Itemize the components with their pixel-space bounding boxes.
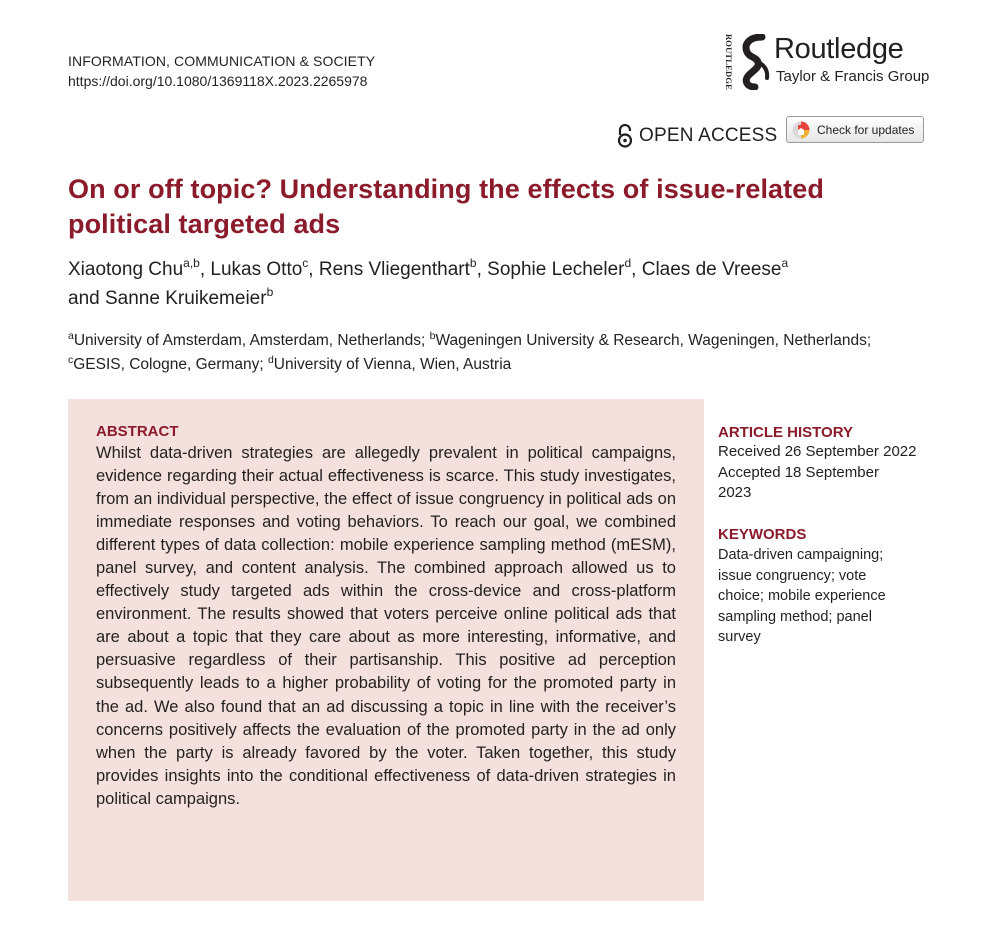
journal-name: INFORMATION, COMMUNICATION & SOCIETY <box>68 53 376 69</box>
open-lock-icon <box>617 124 633 148</box>
author-affiliation-mark: b <box>469 256 477 270</box>
keyword-line: issue congruency; vote <box>718 567 867 584</box>
doi-link[interactable]: https://doi.org/10.1080/1369118X.2023.2265978 <box>68 73 368 89</box>
check-for-updates-label: Check for updates <box>817 122 915 137</box>
received-date: Received 26 September 2022 <box>718 443 917 460</box>
author-name[interactable]: Sophie Lecheler <box>487 259 625 280</box>
author-name[interactable]: Claes de Vreese <box>641 259 782 280</box>
routledge-mark-icon <box>738 34 772 90</box>
author-separator: and <box>68 288 105 309</box>
title-line-1: On or off topic? Understanding the effects of issue-related <box>68 174 824 204</box>
author-affiliation-mark: b <box>266 285 274 299</box>
article-title <box>68 172 928 242</box>
accepted-date: Accepted 18 September 2023 <box>718 463 879 501</box>
author-affiliation-mark: d <box>624 256 632 270</box>
journal-header <box>68 52 375 90</box>
keywords-list <box>718 545 948 648</box>
title-line-2: political targeted ads <box>68 209 341 239</box>
affiliation-mark: c <box>68 354 74 366</box>
publisher-name: Routledge <box>774 33 904 65</box>
author-list <box>68 255 936 313</box>
author-affiliation-mark: c <box>302 256 309 270</box>
keyword-line: choice; mobile experience <box>718 588 886 604</box>
keyword-line: Data-driven campaigning; <box>718 547 884 563</box>
keywords-section <box>718 525 948 648</box>
author-separator: , <box>476 259 488 280</box>
check-for-updates-button[interactable] <box>786 116 924 143</box>
affiliation-text: University of Vienna, Wien, Austria <box>273 356 512 373</box>
author-affiliation-mark: a,b <box>183 256 200 270</box>
abstract-text: Whilst data-driven strategies are allegedly prevalent in political campaigns, evidence regarding their actual effectiveness is scarce. This study investigates, from an individual perspective, the effect of issue congruency in political ads on immediate responses and voting behaviors. To reach our goal, we combined different types of data collection: mobile experience sampling method (mESM), panel survey, and content analysis. The combined approach allowed us to effectively study targeted ads within the cross-device and cross-platform environment. The results showed that voters perceive online political ads that are about a topic that they care about as more interesting, informative, and persuasive regardless of their partisanship. This positive ad perception subsequently leads to a higher probability of voting for the promoted party in the ad. We also found that an ad discussing a topic in line with the receiver’s concerns positively affects the evaluation of the promoted party in the ad only when the party is already favored by the voter. Taken together, this study provides insights into the conditional effectiveness of data-driven strategies in political campaigns. <box>96 444 676 808</box>
article-history-heading: ARTICLE HISTORY <box>718 424 854 441</box>
author-name[interactable]: Rens Vliegenthart <box>318 259 470 280</box>
open-access-badge <box>617 122 777 150</box>
publisher-group: Taylor & Francis Group <box>776 68 930 85</box>
keyword-line: sampling method; panel <box>718 608 872 625</box>
author-separator: , <box>308 259 319 280</box>
author-affiliation-mark: a <box>781 256 789 270</box>
author-name[interactable]: Sanne Kruikemeier <box>104 288 267 309</box>
affiliation-mark: d <box>267 354 274 366</box>
publisher-logo[interactable] <box>722 30 932 92</box>
keyword-line: survey <box>718 629 761 645</box>
crossmark-icon <box>792 121 810 139</box>
affiliation-text: University of Amsterdam, Amsterdam, Netherlands; <box>73 332 430 349</box>
abstract-heading: ABSTRACT <box>96 423 179 440</box>
author-name[interactable]: Lukas Otto <box>210 259 303 280</box>
author-name[interactable]: Xiaotong Chu <box>68 259 184 280</box>
abstract-box <box>68 399 704 901</box>
affiliation-text: GESIS, Cologne, Germany; <box>73 356 268 373</box>
affiliation-mark: b <box>429 330 436 342</box>
author-separator: , <box>199 259 211 280</box>
affiliations <box>68 329 908 377</box>
article-history <box>718 423 948 504</box>
author-separator: , <box>631 259 642 280</box>
affiliation-text: Wageningen University & Research, Wageningen, Netherlands; <box>435 332 872 349</box>
open-access-label: OPEN ACCESS <box>639 125 778 146</box>
affiliation-mark: a <box>68 330 74 342</box>
publisher-vertical-text: ROUTLEDGE <box>724 33 734 91</box>
keywords-heading: KEYWORDS <box>718 526 807 543</box>
